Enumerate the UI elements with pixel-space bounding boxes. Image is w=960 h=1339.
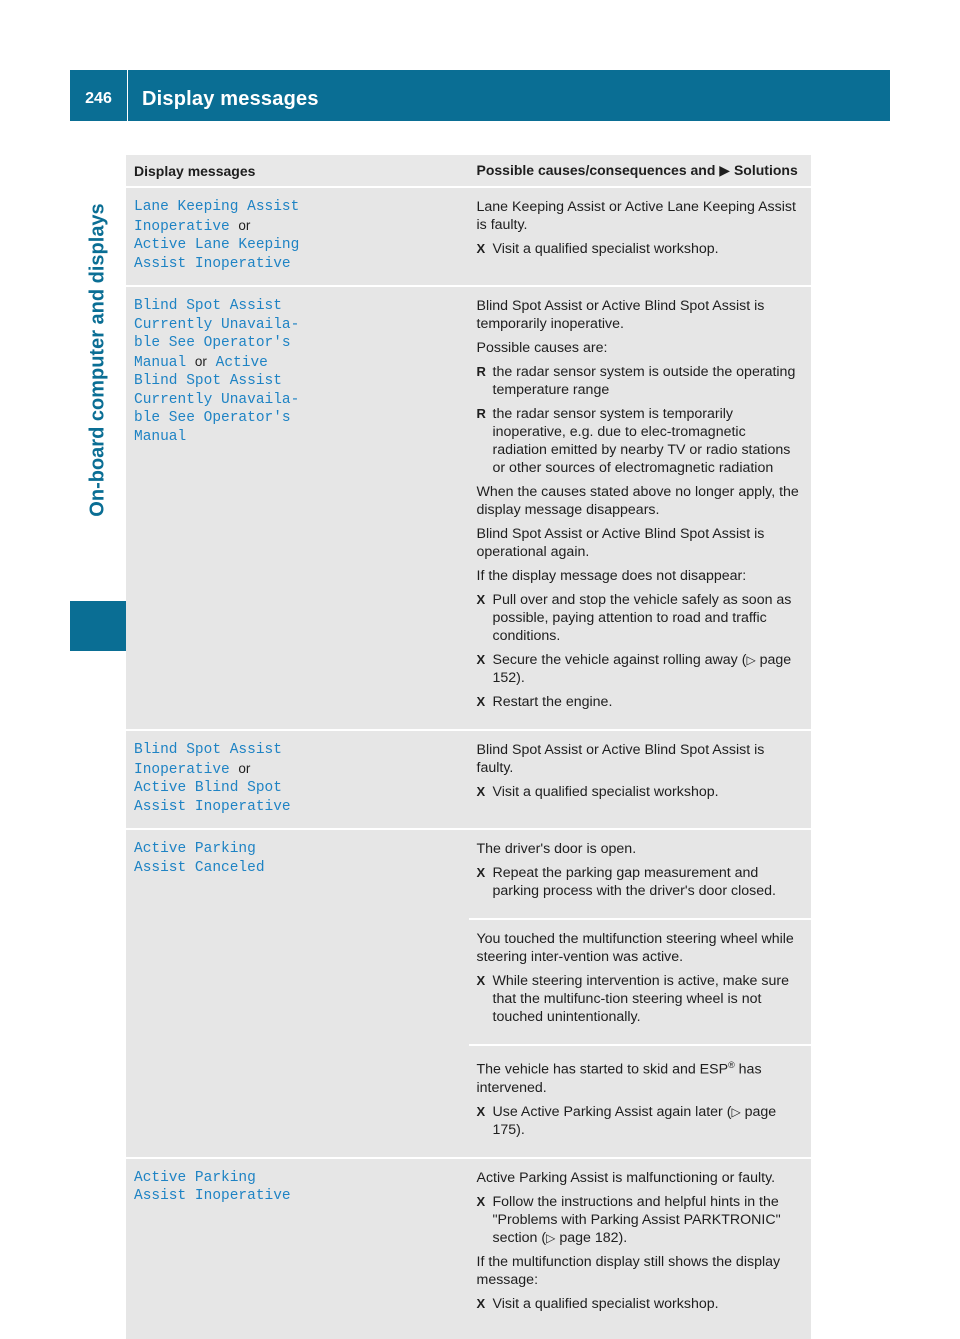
bullet-text: the radar sensor system is outside the operating temperature range xyxy=(492,364,796,398)
cause-text: Possible causes are: xyxy=(476,340,608,356)
page-ref-link[interactable]: page 152). xyxy=(492,652,792,686)
page-ref-link[interactable]: page 182). xyxy=(559,1229,628,1246)
message-cell xyxy=(126,1158,469,1339)
bullet-icon: R xyxy=(476,364,486,379)
message-text: Blind Spot Assist xyxy=(134,742,282,758)
message-text: Blind Spot Assist xyxy=(134,298,282,314)
step-icon: X xyxy=(476,694,486,709)
cause-cell xyxy=(469,286,812,730)
solution-step xyxy=(477,240,804,258)
table-row xyxy=(126,187,811,286)
cause-text: You touched the multifunction steering wheel while steering inter-vention was active. xyxy=(476,931,794,965)
page-ref-icon: ▷ xyxy=(731,1104,741,1119)
page-ref-icon: ▷ xyxy=(746,653,756,667)
message-text: Lane Keeping Assist xyxy=(134,199,300,215)
cause-text xyxy=(477,1056,804,1097)
solution-step xyxy=(477,591,804,645)
step-text: Repeat the parking gap measurement and parking process with the driver's door closed. xyxy=(492,865,776,899)
step-text: Visit a qualified specialist workshop. xyxy=(492,241,719,257)
side-label: On-board computer and displays xyxy=(86,203,109,517)
solution-step xyxy=(477,651,804,687)
cause-text: Blind Spot Assist or Active Blind Spot Assist is temporarily inoperative. xyxy=(476,298,765,332)
solution-step xyxy=(477,693,804,711)
step-text: Secure the vehicle against rolling away ( xyxy=(492,652,747,668)
cause-text: When the causes stated above no longer apply, the display message disappears. xyxy=(476,484,799,518)
column-header-solutions-text: Solutions xyxy=(733,162,798,178)
step-icon: X xyxy=(476,1103,486,1119)
cause-bullet xyxy=(477,405,804,477)
cause-text-part: The vehicle has started to skid and ESP xyxy=(476,1061,729,1078)
page-ref-link[interactable]: page 175). xyxy=(492,1103,777,1138)
registered-mark: ® xyxy=(728,1060,735,1070)
message-text: Inoperative xyxy=(134,218,230,235)
cause-cell xyxy=(469,919,812,1045)
message-text: Active Lane Keeping xyxy=(134,237,300,253)
table-row xyxy=(126,730,811,829)
step-text: Pull over and stop the vehicle safely as soon as possible, paying attention to road and traffic conditions. xyxy=(492,592,792,644)
cause-text: Blind Spot Assist or Active Blind Spot Assist is operational again. xyxy=(476,526,765,560)
cause-text: The driver's door is open. xyxy=(476,841,637,857)
table-row xyxy=(126,286,811,730)
step-icon: X xyxy=(476,592,486,607)
step-text: Visit a qualified specialist workshop. xyxy=(492,1295,719,1312)
message-text: Active Parking xyxy=(134,1169,256,1186)
step-text: Follow the instructions and helpful hints in the "Problems with Parking Assist PARKTRONIC" section ( xyxy=(492,1193,781,1246)
solution-step xyxy=(477,1103,804,1139)
step-icon: X xyxy=(476,1295,486,1311)
message-text: Assist Inoperative xyxy=(134,1188,291,1205)
message-text: Currently Unavaila‐ xyxy=(134,391,300,408)
message-text: ble See Operator's xyxy=(134,335,291,351)
cause-cell xyxy=(469,829,812,919)
table-header-row xyxy=(126,155,811,187)
message-text: Assist Inoperative xyxy=(134,798,291,815)
message-text: Active Parking xyxy=(134,841,256,857)
message-text: Inoperative xyxy=(134,761,230,778)
cause-cell xyxy=(469,1158,812,1339)
step-icon: X xyxy=(476,652,486,667)
cause-cell xyxy=(469,730,812,829)
arrow-right-icon: ▶ xyxy=(719,162,731,178)
cause-text-part: has intervened. xyxy=(476,1061,762,1096)
column-header-causes xyxy=(469,155,812,187)
solution-step xyxy=(477,1193,804,1247)
column-header-messages: Display messages xyxy=(126,155,469,187)
header-title: Display messages xyxy=(142,88,319,110)
message-text: Manual xyxy=(134,354,187,371)
or-text: or xyxy=(238,217,251,233)
display-messages-table xyxy=(126,155,811,1339)
message-text: Assist Canceled xyxy=(134,859,265,876)
cause-cell xyxy=(469,187,812,286)
solution-step xyxy=(477,972,804,1026)
message-text: ble See Operator's xyxy=(134,410,291,426)
message-cell xyxy=(126,187,469,286)
step-text: Visit a qualified specialist workshop. xyxy=(492,784,719,800)
message-text: Currently Unavaila‐ xyxy=(134,316,300,333)
solution-step xyxy=(477,783,804,801)
table-row xyxy=(126,829,811,919)
cause-text: If the display message does not disappear: xyxy=(476,568,747,584)
cause-text: Lane Keeping Assist or Active Lane Keeping Assist is faulty. xyxy=(476,199,796,233)
cause-text: Active Parking Assist is malfunctioning or faulty. xyxy=(476,1169,776,1186)
step-text: Restart the engine. xyxy=(492,694,613,710)
solution-step xyxy=(477,1295,804,1313)
cause-text: If the multifunction display still shows the display message: xyxy=(476,1253,781,1288)
or-text: or xyxy=(194,353,207,369)
message-text: Active Blind Spot xyxy=(134,780,282,796)
message-cell xyxy=(126,286,469,730)
message-text: Assist Inoperative xyxy=(134,255,291,272)
page-number: 246 xyxy=(85,90,112,107)
header-divider xyxy=(127,70,128,121)
message-cell xyxy=(126,829,469,1158)
message-cell xyxy=(126,730,469,829)
side-marker xyxy=(70,601,126,651)
or-text: or xyxy=(238,760,251,776)
step-icon: X xyxy=(476,865,486,880)
cause-bullet xyxy=(477,363,804,399)
bullet-text: the radar sensor system is temporarily inoperative, e.g. due to elec-tromagnetic radiation emitted by nearby TV or radio stations or other sources of electromagnetic radiation xyxy=(492,406,791,476)
page-header xyxy=(70,70,890,121)
step-text: While steering intervention is active, make sure that the multifunc-tion steering wheel is not touched unintentionally. xyxy=(492,973,789,1025)
cause-text: Blind Spot Assist or Active Blind Spot Assist is faulty. xyxy=(476,742,765,776)
step-text: Use Active Parking Assist again later ( xyxy=(492,1103,732,1120)
bullet-icon: R xyxy=(476,406,486,421)
column-header-causes-text: Possible causes/consequences and xyxy=(476,162,716,178)
solution-step xyxy=(477,864,804,900)
step-icon: X xyxy=(476,784,486,799)
message-text: Active xyxy=(215,354,268,371)
cause-cell xyxy=(469,1045,812,1158)
page-ref-icon: ▷ xyxy=(546,1230,556,1245)
table-row xyxy=(126,1158,811,1339)
step-icon: X xyxy=(476,1193,486,1209)
message-text: Blind Spot Assist xyxy=(134,373,282,389)
step-icon: X xyxy=(476,241,486,256)
step-icon: X xyxy=(476,973,486,988)
message-text: Manual xyxy=(134,428,187,445)
